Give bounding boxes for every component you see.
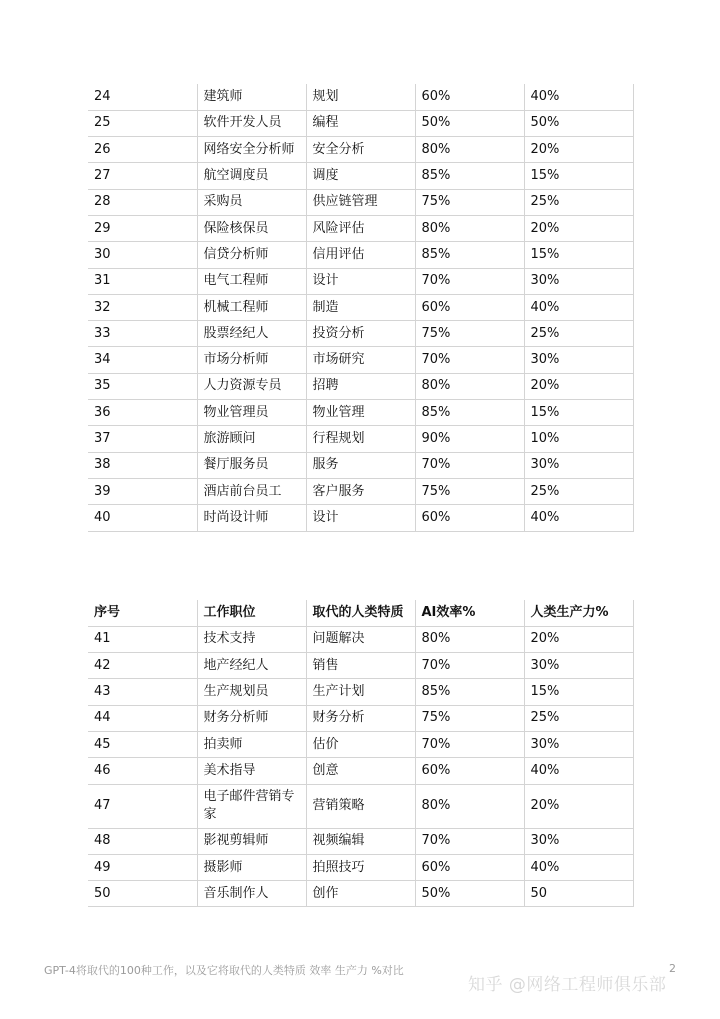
- cell-ai-efficiency: 85%: [415, 679, 524, 705]
- cell-ai-efficiency: 80%: [415, 626, 524, 652]
- cell-ai-efficiency: 60%: [415, 294, 524, 320]
- cell-index: 40: [88, 505, 197, 531]
- cell-human-productivity: 50%: [524, 110, 633, 136]
- cell-human-productivity: 30%: [524, 653, 633, 679]
- cell-human-productivity: 15%: [524, 163, 633, 189]
- cell-ai-efficiency: 70%: [415, 828, 524, 854]
- table-row: [88, 189, 633, 215]
- cell-replaced-trait: 估价: [306, 731, 415, 757]
- cell-job-title: 摄影师: [197, 854, 306, 880]
- table-row: [88, 653, 633, 679]
- cell-job-title: 保险核保员: [197, 215, 306, 241]
- table-row: [88, 294, 633, 320]
- cell-replaced-trait: 风险评估: [306, 215, 415, 241]
- cell-index: 27: [88, 163, 197, 189]
- cell-index: 44: [88, 705, 197, 731]
- jobs-table-part-1: [88, 84, 634, 532]
- cell-index: 31: [88, 268, 197, 294]
- cell-ai-efficiency: 50%: [415, 110, 524, 136]
- cell-replaced-trait: 招聘: [306, 373, 415, 399]
- cell-job-title: 电气工程师: [197, 268, 306, 294]
- cell-ai-efficiency: 75%: [415, 189, 524, 215]
- cell-job-title: 电子邮件营销专家: [197, 784, 306, 828]
- cell-replaced-trait: 安全分析: [306, 137, 415, 163]
- cell-job-title: 信贷分析师: [197, 242, 306, 268]
- cell-replaced-trait: 销售: [306, 653, 415, 679]
- header-human-productivity: 人类生产力%: [524, 600, 633, 626]
- cell-human-productivity: 25%: [524, 321, 633, 347]
- header-ai-efficiency: AI效率%: [415, 600, 524, 626]
- cell-replaced-trait: 设计: [306, 505, 415, 531]
- cell-human-productivity: 20%: [524, 784, 633, 828]
- table-row: [88, 679, 633, 705]
- cell-replaced-trait: 视频编辑: [306, 828, 415, 854]
- cell-job-title: 酒店前台员工: [197, 478, 306, 504]
- header-job-title: 工作职位: [197, 600, 306, 626]
- cell-ai-efficiency: 75%: [415, 705, 524, 731]
- cell-human-productivity: 15%: [524, 679, 633, 705]
- cell-human-productivity: 30%: [524, 268, 633, 294]
- cell-index: 32: [88, 294, 197, 320]
- cell-job-title: 生产规划员: [197, 679, 306, 705]
- cell-job-title: 机械工程师: [197, 294, 306, 320]
- table-row: [88, 215, 633, 241]
- cell-ai-efficiency: 75%: [415, 478, 524, 504]
- header-index: 序号: [88, 600, 197, 626]
- cell-human-productivity: 20%: [524, 137, 633, 163]
- table-row: [88, 881, 633, 907]
- cell-ai-efficiency: 70%: [415, 452, 524, 478]
- cell-human-productivity: 10%: [524, 426, 633, 452]
- cell-human-productivity: 40%: [524, 758, 633, 784]
- cell-replaced-trait: 客户服务: [306, 478, 415, 504]
- cell-job-title: 人力资源专员: [197, 373, 306, 399]
- table-header-row: [88, 600, 633, 626]
- cell-job-title: 股票经纪人: [197, 321, 306, 347]
- table-row: [88, 478, 633, 504]
- cell-index: 47: [88, 784, 197, 828]
- cell-human-productivity: 20%: [524, 373, 633, 399]
- cell-job-title: 软件开发人员: [197, 110, 306, 136]
- table-row: [88, 626, 633, 652]
- cell-job-title: 财务分析师: [197, 705, 306, 731]
- cell-replaced-trait: 规划: [306, 84, 415, 110]
- cell-ai-efficiency: 80%: [415, 137, 524, 163]
- jobs-table-part-2: [88, 600, 634, 907]
- cell-job-title: 地产经纪人: [197, 653, 306, 679]
- cell-job-title: 拍卖师: [197, 731, 306, 757]
- cell-human-productivity: 30%: [524, 347, 633, 373]
- cell-replaced-trait: 问题解决: [306, 626, 415, 652]
- cell-job-title: 采购员: [197, 189, 306, 215]
- page-number: 2: [669, 962, 676, 975]
- cell-ai-efficiency: 85%: [415, 163, 524, 189]
- table-row: [88, 505, 633, 531]
- cell-index: 35: [88, 373, 197, 399]
- cell-ai-efficiency: 70%: [415, 731, 524, 757]
- cell-human-productivity: 25%: [524, 189, 633, 215]
- cell-index: 33: [88, 321, 197, 347]
- cell-index: 34: [88, 347, 197, 373]
- cell-human-productivity: 20%: [524, 626, 633, 652]
- cell-human-productivity: 25%: [524, 705, 633, 731]
- cell-human-productivity: 30%: [524, 452, 633, 478]
- cell-index: 50: [88, 881, 197, 907]
- table-row: [88, 163, 633, 189]
- cell-human-productivity: 50: [524, 881, 633, 907]
- cell-human-productivity: 15%: [524, 242, 633, 268]
- cell-replaced-trait: 供应链管理: [306, 189, 415, 215]
- cell-job-title: 美术指导: [197, 758, 306, 784]
- cell-human-productivity: 40%: [524, 505, 633, 531]
- cell-replaced-trait: 投资分析: [306, 321, 415, 347]
- cell-job-title: 餐厅服务员: [197, 452, 306, 478]
- table-row: [88, 110, 633, 136]
- cell-job-title: 网络安全分析师: [197, 137, 306, 163]
- cell-index: 24: [88, 84, 197, 110]
- cell-job-title: 技术支持: [197, 626, 306, 652]
- table-row: [88, 373, 633, 399]
- cell-index: 28: [88, 189, 197, 215]
- cell-replaced-trait: 服务: [306, 452, 415, 478]
- cell-ai-efficiency: 80%: [415, 784, 524, 828]
- cell-job-title: 音乐制作人: [197, 881, 306, 907]
- cell-human-productivity: 25%: [524, 478, 633, 504]
- cell-replaced-trait: 生产计划: [306, 679, 415, 705]
- table-row: [88, 242, 633, 268]
- cell-job-title: 航空调度员: [197, 163, 306, 189]
- table-row: [88, 426, 633, 452]
- table-row: [88, 758, 633, 784]
- cell-ai-efficiency: 70%: [415, 347, 524, 373]
- cell-replaced-trait: 市场研究: [306, 347, 415, 373]
- cell-index: 36: [88, 400, 197, 426]
- cell-ai-efficiency: 60%: [415, 758, 524, 784]
- cell-replaced-trait: 物业管理: [306, 400, 415, 426]
- cell-replaced-trait: 制造: [306, 294, 415, 320]
- cell-replaced-trait: 信用评估: [306, 242, 415, 268]
- cell-replaced-trait: 调度: [306, 163, 415, 189]
- cell-human-productivity: 40%: [524, 294, 633, 320]
- cell-index: 42: [88, 653, 197, 679]
- cell-ai-efficiency: 90%: [415, 426, 524, 452]
- cell-human-productivity: 40%: [524, 84, 633, 110]
- cell-ai-efficiency: 50%: [415, 881, 524, 907]
- watermark-text: 知乎 @网络工程师俱乐部: [468, 975, 667, 995]
- cell-ai-efficiency: 85%: [415, 242, 524, 268]
- cell-index: 29: [88, 215, 197, 241]
- table-row: [88, 268, 633, 294]
- page-footer-caption: GPT-4将取代的100种工作，以及它将取代的人类特质 效率 生产力 %对比: [44, 964, 404, 977]
- cell-replaced-trait: 营销策略: [306, 784, 415, 828]
- cell-ai-efficiency: 85%: [415, 400, 524, 426]
- cell-human-productivity: 20%: [524, 215, 633, 241]
- cell-replaced-trait: 编程: [306, 110, 415, 136]
- cell-ai-efficiency: 75%: [415, 321, 524, 347]
- cell-index: 26: [88, 137, 197, 163]
- cell-index: 38: [88, 452, 197, 478]
- cell-ai-efficiency: 80%: [415, 215, 524, 241]
- table-row: [88, 731, 633, 757]
- table-row: [88, 452, 633, 478]
- cell-index: 48: [88, 828, 197, 854]
- cell-replaced-trait: 设计: [306, 268, 415, 294]
- cell-job-title: 建筑师: [197, 84, 306, 110]
- cell-replaced-trait: 行程规划: [306, 426, 415, 452]
- table-row: [88, 784, 633, 828]
- cell-index: 43: [88, 679, 197, 705]
- header-replaced-trait: 取代的人类特质: [306, 600, 415, 626]
- cell-ai-efficiency: 70%: [415, 268, 524, 294]
- cell-index: 30: [88, 242, 197, 268]
- cell-job-title: 物业管理员: [197, 400, 306, 426]
- cell-job-title: 旅游顾问: [197, 426, 306, 452]
- cell-human-productivity: 30%: [524, 731, 633, 757]
- cell-ai-efficiency: 60%: [415, 854, 524, 880]
- cell-index: 25: [88, 110, 197, 136]
- cell-index: 41: [88, 626, 197, 652]
- table-row: [88, 137, 633, 163]
- table-row: [88, 828, 633, 854]
- cell-job-title: 影视剪辑师: [197, 828, 306, 854]
- cell-replaced-trait: 财务分析: [306, 705, 415, 731]
- cell-human-productivity: 40%: [524, 854, 633, 880]
- cell-index: 46: [88, 758, 197, 784]
- cell-replaced-trait: 拍照技巧: [306, 854, 415, 880]
- table-row: [88, 705, 633, 731]
- cell-human-productivity: 15%: [524, 400, 633, 426]
- cell-index: 37: [88, 426, 197, 452]
- cell-index: 39: [88, 478, 197, 504]
- cell-ai-efficiency: 80%: [415, 373, 524, 399]
- table-row: [88, 854, 633, 880]
- cell-replaced-trait: 创意: [306, 758, 415, 784]
- cell-ai-efficiency: 70%: [415, 653, 524, 679]
- cell-index: 49: [88, 854, 197, 880]
- cell-replaced-trait: 创作: [306, 881, 415, 907]
- cell-index: 45: [88, 731, 197, 757]
- table-row: [88, 347, 633, 373]
- table-row: [88, 321, 633, 347]
- table-row: [88, 84, 633, 110]
- cell-job-title: 时尚设计师: [197, 505, 306, 531]
- cell-ai-efficiency: 60%: [415, 84, 524, 110]
- cell-human-productivity: 30%: [524, 828, 633, 854]
- cell-job-title: 市场分析师: [197, 347, 306, 373]
- table-row: [88, 400, 633, 426]
- cell-ai-efficiency: 60%: [415, 505, 524, 531]
